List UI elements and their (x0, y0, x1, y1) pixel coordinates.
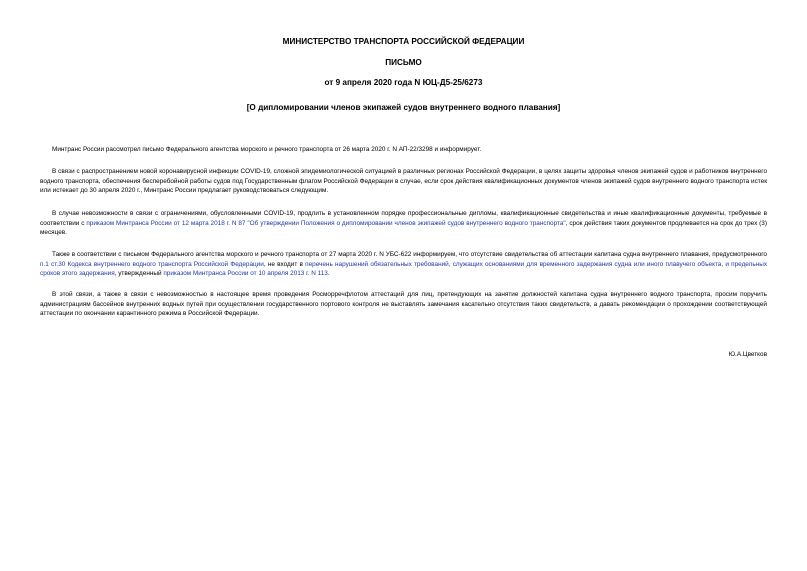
paragraph-intro: Минтранс России рассмотрел письмо Федерального агентства морского и речного транспорта от 26 марта 2020 г. N АП-22/3298 и информирует. (52, 146, 482, 153)
paragraph-text: В случае невозможности в связи с ограничениями, обусловленными COVID-19, продлить в установленном порядке профессиональные дипломы, квалификационные свидетельства и иные квалификационные документы, требуемые в соответствии с (40, 210, 767, 227)
paragraph-document-extension (40, 209, 767, 238)
document-date-number: от 9 апреля 2020 года N ЮЦ-Д5-25/6273 (324, 78, 483, 87)
paragraph-covid-context: В связи с распространением новой коронавирусной инфекции COVID-19, сложной эпидемиологической ситуацией в различных регионах Российской Федерации, в целях защиты здоровья членов экипажей судов и работников внутреннего водного транспорта, обеспечения бесперебойной работы судов под Государственным флагом Российской Федерации в случае, если срок действия квалификационных документов членов экипажей судов внутреннего водного транспорта истек или истекает до 30 апреля 2020 г., Минтранс России предлагает руководствоваться следующим. (40, 168, 767, 195)
paragraph-request: В этой связи, а также в связи с невозможностью в настоящее время проведения Росморречфлотом аттестаций для лиц, претендующих на занятие должностей капитана судна внутреннего водного транспорта, просим поручить администрациям бассейнов внутренних водных путей при осуществлении государственного портового контроля не выставлять замечания касательно отсутствия таких свидетельств, а давать рекомендации о прохождении соответствующей аттестации по окончании карантинного режима в Российской Федерации. (40, 291, 767, 318)
paragraph-text: Также в соответствии с письмом Федерального агентства морского и речного транспорта от 27 марта 2020 г. N УБС-622 информируем, что отсутствие свидетельства об аттестации капитана судна внутреннего плавания, предусмотренного (52, 251, 767, 258)
code-article-30-link[interactable]: п.1 ст.30 Кодекса внутреннего водного транспорта Российской Федерации (40, 260, 264, 268)
signature: Ю.А.Цветков (728, 351, 767, 358)
paragraph-text: , срок действия таких документов продлевается на срок до трех (3) месяцев. (40, 219, 767, 237)
ministry-heading: МИНИСТЕРСТВО ТРАНСПОРТА РОССИЙСКОЙ ФЕДЕРАЦИИ (282, 37, 525, 46)
violations-list-link[interactable]: перечень нарушений обязательных требований, служащих основаниями для временного задержания судна или иного плавучего объекта, и предельных сроков этого задержания (40, 260, 768, 278)
document-page (40, 0, 767, 571)
paragraph-text: , утвержденный (114, 270, 164, 278)
paragraph-captain-certificate (40, 250, 767, 279)
order-113-link[interactable]: приказом Минтранса России от 10 апреля 2013 г. N 113 (163, 270, 328, 278)
order-87-link[interactable]: приказом Минтранса России от 12 марта 2018 г. N 87 "Об утверждении Положения о дипломировании членов экипажей судов внутреннего водного транспорта" (86, 219, 566, 227)
document-title: [О дипломировании членов экипажей судов внутреннего водного плавания] (246, 103, 561, 112)
document-type: ПИСЬМО (385, 58, 422, 67)
paragraph-text: . (327, 270, 330, 278)
paragraph-text: , не входит в (263, 260, 306, 268)
